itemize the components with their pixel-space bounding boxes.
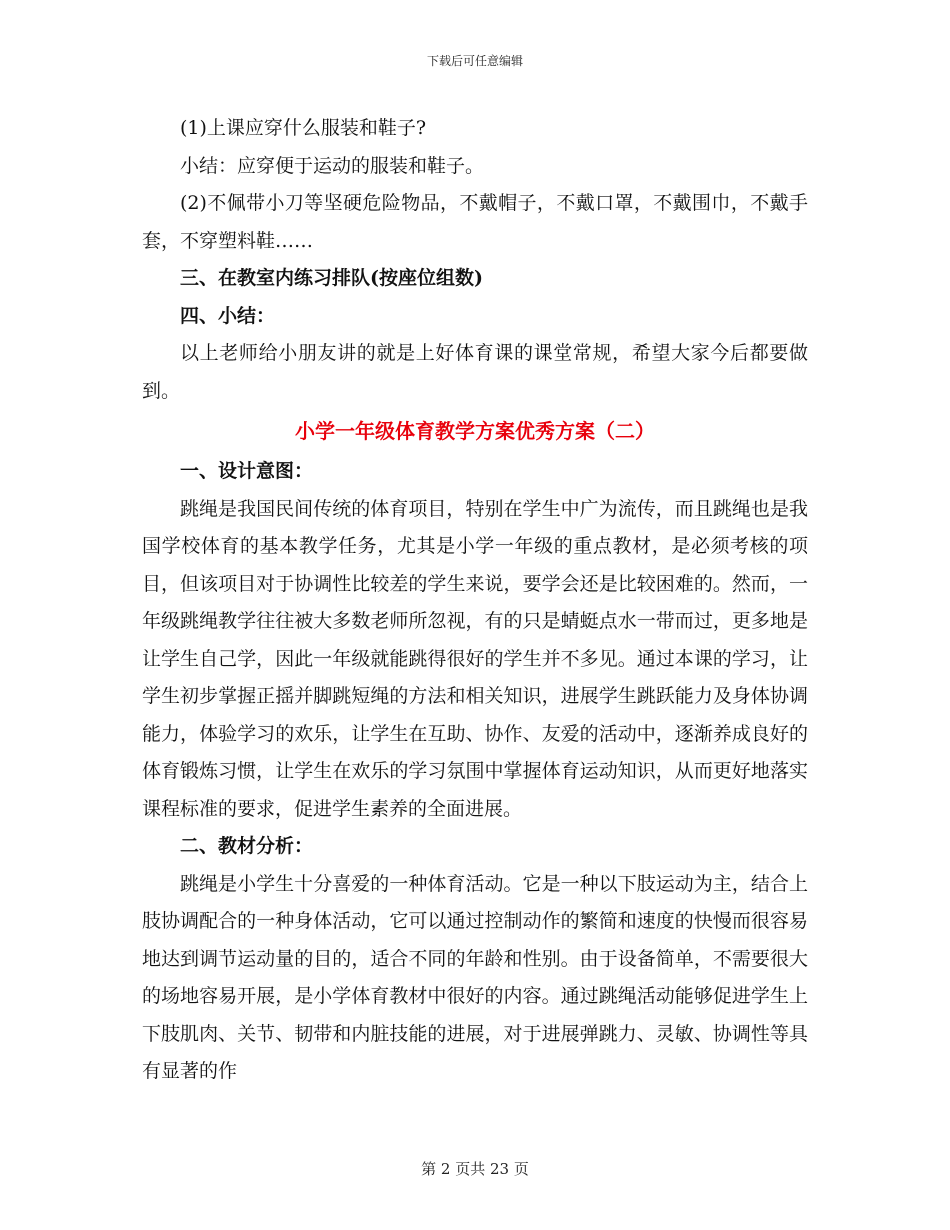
document-body bbox=[142, 110, 808, 1091]
page-header: 下载后可任意编辑 bbox=[426, 54, 523, 68]
section-heading: 三、在教室内练习排队(按座位组数) bbox=[180, 267, 483, 289]
section-heading: 二、教材分析： bbox=[180, 835, 314, 857]
document-title: 小学一年级体育教学方案优秀方案（二） bbox=[295, 419, 655, 443]
section-heading: 四、小结： bbox=[180, 304, 276, 327]
paragraph: (1)上课应穿什么服装和鞋子? bbox=[180, 117, 427, 139]
paragraph: 跳绳是小学生十分喜爱的一种体育活动。它是一种以下肢运动为主，结合上肢协调配合的一种身体活动，它可以通过控制动作的繁简和速度的快慢而很容易地达到调节运动量的目的，适合不同的年龄和性别。由于设备简单，不需要很大的场地容易开展，是小学体育教材中很好的内容。通过跳绳活动能够促进学生上下肢肌肉、关节、韧带和内脏技能的进展，对于进展弹跳力、灵敏、协调性等具有显著的作 bbox=[142, 872, 808, 1082]
paragraph: 以上老师给小朋友讲的就是上好体育课的课堂常规，希望大家今后都要做到。 bbox=[142, 342, 808, 402]
paragraph: 小结：应穿便于运动的服装和鞋子。 bbox=[180, 154, 485, 177]
page-footer: 第 2 页共 23 页 bbox=[421, 1160, 529, 1178]
paragraph: 跳绳是我国民间传统的体育项目，特别在学生中广为流传，而且跳绳也是我国学校体育的基本教学任务，尤其是小学一年级的重点教材，是必须考核的项目，但该项目对于协调性比较差的学生来说，要学会还是比较困难的。然而，一年级跳绳教学往往被大多数老师所忽视，有的只是蜻蜓点水一带而过，更多地是让学生自己学，因此一年级就能跳得很好的学生并不多见。通过本课的学习，让学生初步掌握正摇并脚跳短绳的方法和相关知识，进展学生跳跃能力及身体协调能力，体验学习的欢乐，让学生在互助、协作、友爱的活动中，逐渐养成良好的体育锻炼习惯，让学生在欢乐的学习氛围中掌握体育运动知识，从而更好地落实课程标准的要求，促进学生素养的全面进展。 bbox=[142, 497, 808, 820]
section-heading: 一、设计意图： bbox=[180, 460, 314, 482]
paragraph: (2)不佩带小刀等坚硬危险物品，不戴帽子，不戴口罩，不戴围巾，不戴手套，不穿塑料鞋…… bbox=[142, 192, 808, 252]
